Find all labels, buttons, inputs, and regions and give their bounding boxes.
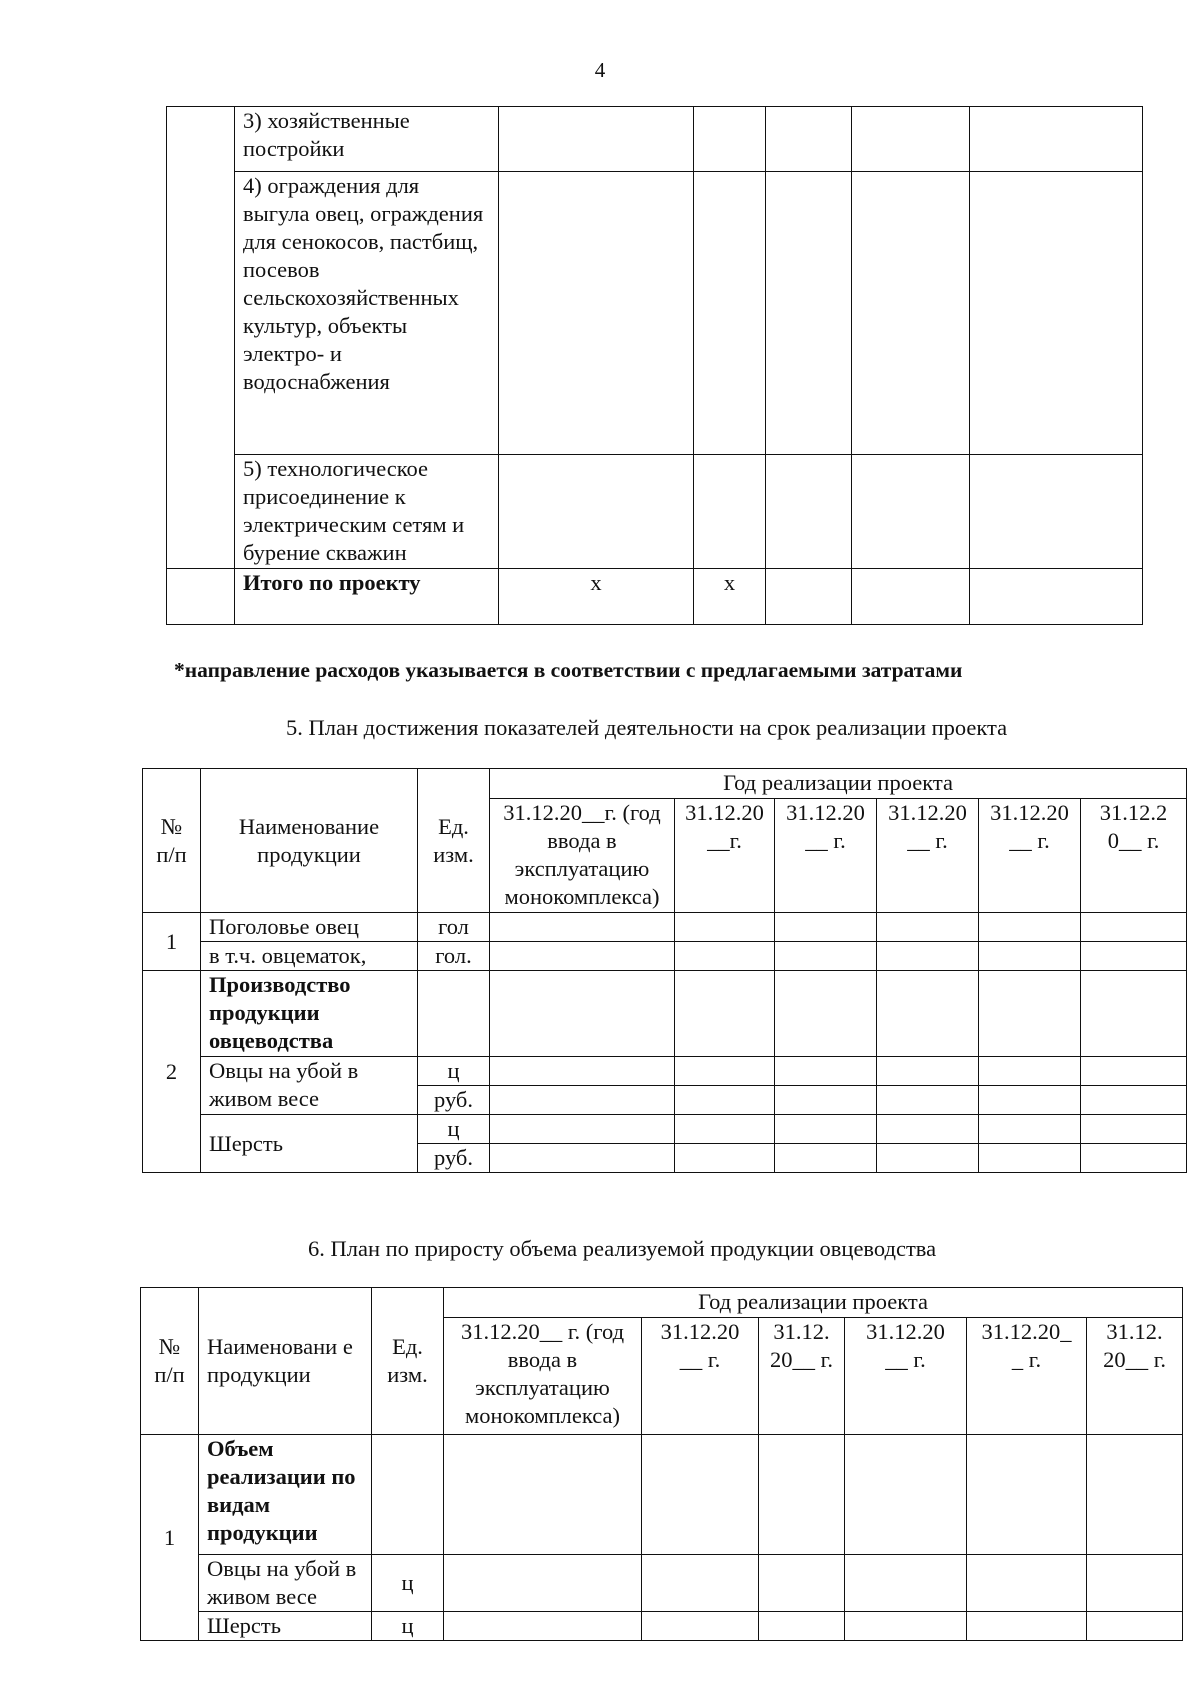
- data-cell: [490, 942, 675, 971]
- table-row: [143, 913, 1187, 942]
- total-label: Итого по проекту: [235, 569, 499, 625]
- data-cell: [759, 1555, 845, 1612]
- expenses-table: [166, 106, 1143, 625]
- data-cell: [444, 1555, 642, 1612]
- unit-cell: ц: [418, 1115, 490, 1144]
- data-cell: [877, 971, 979, 1057]
- data-cell: [967, 1435, 1087, 1555]
- data-cell: [490, 1057, 675, 1086]
- table-row: [143, 942, 1187, 971]
- header-unit: Ед. изм.: [372, 1288, 444, 1435]
- total-cell: x: [499, 569, 694, 625]
- data-cell: [877, 942, 979, 971]
- header-year: 31.12.20__ г. (год ввода в эксплуатацию монокомплекса): [444, 1318, 642, 1435]
- table-row: [143, 1057, 1187, 1086]
- data-cell: [444, 1612, 642, 1641]
- data-cell: [694, 107, 766, 172]
- header-row: [143, 769, 1187, 799]
- row-label: 3) хозяйственные постройки: [235, 107, 499, 172]
- data-cell: [1081, 1144, 1187, 1173]
- data-cell: [852, 172, 970, 455]
- data-cell: [970, 455, 1143, 569]
- data-cell: [642, 1555, 759, 1612]
- data-cell: [766, 455, 852, 569]
- header-year: 31.12.20 __г.: [675, 799, 775, 913]
- data-cell: [775, 1086, 877, 1115]
- table-row: [141, 1435, 1183, 1555]
- data-cell: [675, 971, 775, 1057]
- data-cell: [675, 942, 775, 971]
- data-cell: [967, 1555, 1087, 1612]
- table-row: [167, 455, 1143, 569]
- header-year: 31.12. 20__ г.: [1087, 1318, 1183, 1435]
- row-num: 1: [143, 913, 201, 971]
- empty-cell: [167, 107, 235, 569]
- data-cell: [877, 1086, 979, 1115]
- unit-cell: ц: [372, 1612, 444, 1641]
- data-cell: [675, 913, 775, 942]
- header-name: Наименовани е продукции: [199, 1288, 372, 1435]
- row-label: 5) технологическое присоединение к электрическим сетям и бурение скважин: [235, 455, 499, 569]
- unit-cell: [372, 1435, 444, 1555]
- data-cell: [1081, 1086, 1187, 1115]
- data-cell: [1081, 913, 1187, 942]
- data-cell: [675, 1057, 775, 1086]
- header-num: № п/п: [141, 1288, 199, 1435]
- header-year: 31.12.20__г. (год ввода в эксплуатацию монокомплекса): [490, 799, 675, 913]
- data-cell: [490, 913, 675, 942]
- header-row: [141, 1288, 1183, 1318]
- unit-cell: гол: [418, 913, 490, 942]
- data-cell: [499, 107, 694, 172]
- data-cell: [766, 569, 852, 625]
- row-label: Овцы на убой в живом весе: [199, 1555, 372, 1612]
- row-label: в т.ч. овцематок,: [201, 942, 418, 971]
- header-year: 31.12.20 __ г.: [877, 799, 979, 913]
- data-cell: [759, 1612, 845, 1641]
- header-year: 31.12.20 __ г.: [775, 799, 877, 913]
- data-cell: [694, 455, 766, 569]
- data-cell: [852, 107, 970, 172]
- data-cell: [1081, 942, 1187, 971]
- section6-table: [140, 1287, 1183, 1641]
- data-cell: [694, 172, 766, 455]
- data-cell: [979, 913, 1081, 942]
- header-year: 31.12.20 __ г.: [845, 1318, 967, 1435]
- table-row-total: [167, 569, 1143, 625]
- data-cell: [675, 1086, 775, 1115]
- row-num: 2: [143, 971, 201, 1173]
- data-cell: [852, 455, 970, 569]
- row-heading: Производство продукции овцеводства: [201, 971, 418, 1057]
- table-row: [167, 172, 1143, 455]
- total-cell: x: [694, 569, 766, 625]
- section6-title: 6. План по приросту объема реализуемой продукции овцеводства: [308, 1236, 937, 1261]
- header-name: Наименование продукции: [201, 769, 418, 913]
- table-row: [143, 971, 1187, 1057]
- data-cell: [979, 1057, 1081, 1086]
- header-years-group: Год реализации проекта: [444, 1288, 1183, 1318]
- data-cell: [967, 1612, 1087, 1641]
- data-cell: [845, 1612, 967, 1641]
- data-cell: [1081, 971, 1187, 1057]
- unit-cell: руб.: [418, 1086, 490, 1115]
- data-cell: [675, 1115, 775, 1144]
- data-cell: [1081, 1057, 1187, 1086]
- data-cell: [675, 1144, 775, 1173]
- data-cell: [766, 107, 852, 172]
- data-cell: [490, 1086, 675, 1115]
- data-cell: [642, 1435, 759, 1555]
- empty-cell: [167, 569, 235, 625]
- data-cell: [877, 1115, 979, 1144]
- header-years-group: Год реализации проекта: [490, 769, 1187, 799]
- data-cell: [766, 172, 852, 455]
- data-cell: [1087, 1555, 1183, 1612]
- table-row: [143, 1115, 1187, 1144]
- data-cell: [775, 913, 877, 942]
- data-cell: [979, 942, 1081, 971]
- data-cell: [490, 971, 675, 1057]
- data-cell: [979, 971, 1081, 1057]
- section5-title: 5. План достижения показателей деятельности на срок реализации проекта: [286, 715, 1008, 740]
- header-year: 31.12.20 __ г.: [979, 799, 1081, 913]
- row-label: Поголовье овец: [201, 913, 418, 942]
- data-cell: [852, 569, 970, 625]
- data-cell: [1087, 1435, 1183, 1555]
- header-year: 31.12. 20__ г.: [759, 1318, 845, 1435]
- page-number: 4: [594, 58, 606, 82]
- data-cell: [877, 1144, 979, 1173]
- data-cell: [499, 455, 694, 569]
- data-cell: [979, 1144, 1081, 1173]
- header-year: 31.12.20_ _ г.: [967, 1318, 1087, 1435]
- data-cell: [845, 1555, 967, 1612]
- row-label: 4) ограждения для выгула овец, ограждения для сенокосов, пастбищ, посевов сельскохозяйственных культур, объекты электро- и водоснабжения: [235, 172, 499, 455]
- data-cell: [490, 1144, 675, 1173]
- unit-cell: [418, 971, 490, 1057]
- row-label: Шерсть: [201, 1115, 418, 1173]
- unit-cell: ц: [372, 1555, 444, 1612]
- row-label: Шерсть: [199, 1612, 372, 1641]
- data-cell: [444, 1435, 642, 1555]
- data-cell: [775, 1057, 877, 1086]
- unit-cell: ц: [418, 1057, 490, 1086]
- data-cell: [775, 1115, 877, 1144]
- data-cell: [775, 942, 877, 971]
- section5-table: [142, 768, 1187, 1173]
- table-row: [141, 1555, 1183, 1612]
- row-heading: Объем реализации по видам продукции: [199, 1435, 372, 1555]
- unit-cell: гол.: [418, 942, 490, 971]
- data-cell: [877, 913, 979, 942]
- data-cell: [1081, 1115, 1187, 1144]
- data-cell: [970, 569, 1143, 625]
- data-cell: [877, 1057, 979, 1086]
- table-row: [141, 1612, 1183, 1641]
- table-row: [167, 107, 1143, 172]
- header-year: 31.12.20 __ г.: [642, 1318, 759, 1435]
- data-cell: [499, 172, 694, 455]
- row-label: Овцы на убой в живом весе: [201, 1057, 418, 1115]
- data-cell: [979, 1086, 1081, 1115]
- data-cell: [845, 1435, 967, 1555]
- data-cell: [1087, 1612, 1183, 1641]
- footnote: *направление расходов указывается в соответствии с предлагаемыми затратами: [174, 658, 963, 682]
- unit-cell: руб.: [418, 1144, 490, 1173]
- data-cell: [970, 107, 1143, 172]
- header-year: 31.12.2 0__ г.: [1081, 799, 1187, 913]
- data-cell: [490, 1115, 675, 1144]
- data-cell: [775, 971, 877, 1057]
- data-cell: [775, 1144, 877, 1173]
- row-num: 1: [141, 1435, 199, 1641]
- data-cell: [759, 1435, 845, 1555]
- header-unit: Ед. изм.: [418, 769, 490, 913]
- data-cell: [979, 1115, 1081, 1144]
- data-cell: [642, 1612, 759, 1641]
- data-cell: [970, 172, 1143, 455]
- header-num: № п/п: [143, 769, 201, 913]
